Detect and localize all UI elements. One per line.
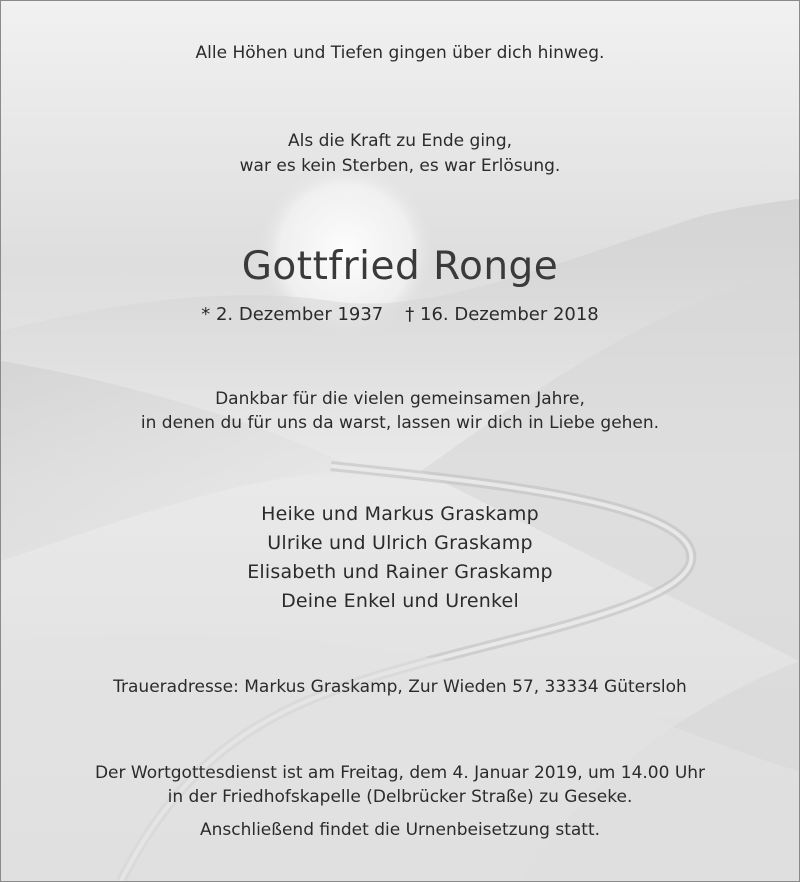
mourner-1: Heike und Markus Graskamp — [261, 503, 539, 525]
burial-note: Anschließend findet die Urnenbeisetzung statt. — [199, 820, 601, 840]
mourner-2: Ulrike und Ulrich Graskamp — [267, 532, 533, 554]
mourner-4: Deine Enkel und Urenkel — [281, 590, 519, 612]
verse-line-1: Als die Kraft zu Ende ging, — [287, 131, 513, 151]
deceased-name: Gottfried Ronge — [241, 244, 559, 289]
service-line-1: Der Wortgottesdienst ist am Freitag, dem 4. Januar 2019, um 14.00 Uhr — [94, 763, 706, 783]
life-dates — [1, 304, 799, 325]
mourning-address: Traueradresse: Markus Graskamp, Zur Wieden 57, 33334 Gütersloh — [113, 677, 687, 697]
birth-date: * 2. Dezember 1937 — [201, 304, 384, 325]
gratitude-line-1: Dankbar für die vielen gemeinsamen Jahre, — [215, 389, 585, 409]
verse-line-2: war es kein Sterben, es war Erlösung. — [239, 156, 561, 176]
death-date: † 16. Dezember 2018 — [405, 304, 599, 325]
gratitude-line-2: in denen du für uns da warst, lassen wir dich in Liebe gehen. — [140, 413, 660, 433]
mourner-3: Elisabeth und Rainer Graskamp — [247, 561, 553, 583]
opening-verse: Alle Höhen und Tiefen gingen über dich hinweg. — [195, 43, 605, 63]
service-line-2: in der Friedhofskapelle (Delbrücker Straße) zu Geseke. — [167, 787, 633, 807]
